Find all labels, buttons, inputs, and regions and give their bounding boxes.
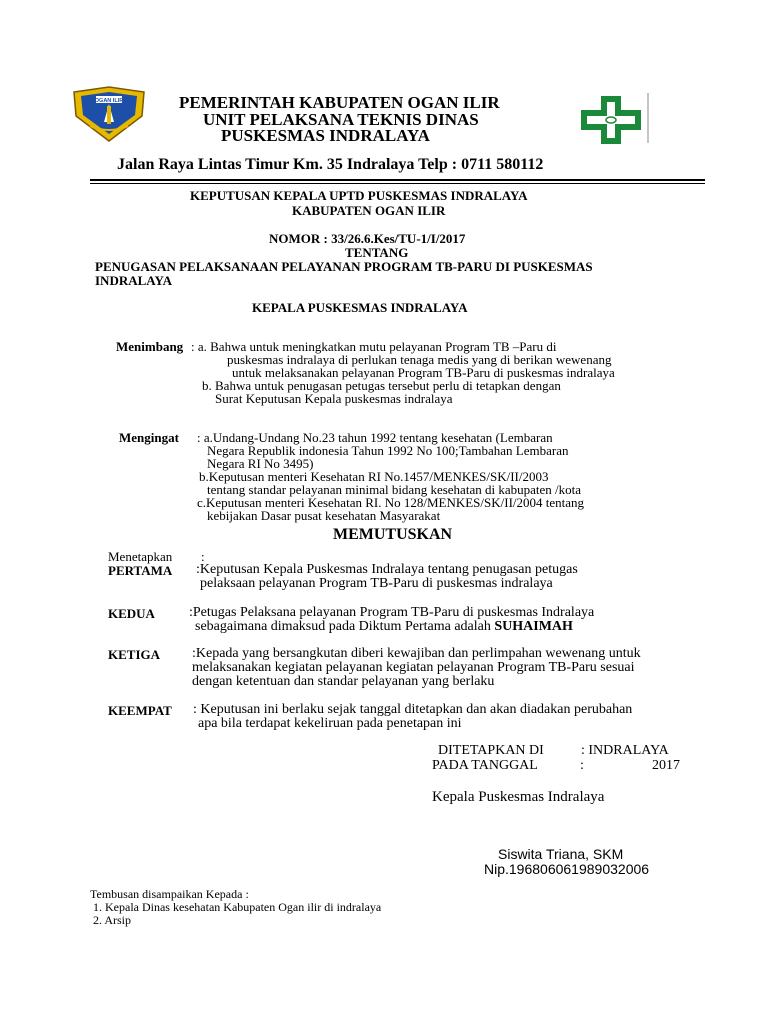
title-line-1: KEPUTUSAN KEPALA UPTD PUSKESMAS INDRALAYA: [190, 188, 528, 203]
menimbang-line: untuk melaksanakan pelayanan Program TB-Paru di puskesmas indralaya: [232, 365, 615, 380]
keempat-text: : Keputusan ini berlaku sejak tanggal ditetapkan dan akan diadakan perubahan: [193, 702, 633, 717]
assigned-officer-name: SUHAIMAH: [494, 619, 573, 634]
keempat-text: apa bila terdapat kekeliruan pada penetapan ini: [198, 716, 462, 731]
subject-line-1: PENUGASAN PELAKSANAAN PELAYANAN PROGRAM TB-PARU DI PUSKESMAS: [95, 259, 593, 274]
ketiga-text: dengan ketentuan dan standar pelayanan yang berlaku: [192, 674, 495, 689]
tanggal-label: PADA TANGGAL: [432, 758, 538, 773]
menimbang-line: : a. Bahwa untuk meningkatkan mutu pelayanan Program TB –Paru di: [191, 339, 557, 354]
kedua-text: [195, 619, 573, 635]
pertama-text: pelaksaan pelayanan Program TB-Paru di puskesmas indralaya: [200, 576, 553, 591]
menimbang-label: Menimbang: [116, 339, 184, 354]
memutuskan-heading: MEMUTUSKAN: [333, 526, 453, 543]
header-line-1: PEMERINTAH KABUPATEN OGAN ILIR: [179, 93, 500, 112]
ditetapkan-value: : INDRALAYA: [581, 743, 669, 758]
pertama-label: PERTAMA: [108, 563, 173, 578]
tanggal-colon: :: [580, 758, 584, 773]
signatory-nip: Nip.196806061989032006: [484, 861, 650, 877]
tembusan-item: 1. Kepala Dinas kesehatan Kabupaten Ogan ilir di indralaya: [93, 900, 382, 914]
menimbang-line: Surat Keputusan Kepala puskesmas indralaya: [215, 391, 453, 406]
decree-number: NOMOR : 33/26.6.Kes/TU-1/I/2017: [269, 231, 466, 246]
mengingat-line: kebijakan Dasar pusat kesehatan Masyarakat: [207, 508, 441, 523]
kedua-line-2: sebagaimana dimaksud pada Diktum Pertama adalah: [195, 619, 495, 634]
ketiga-label: KETIGA: [108, 647, 161, 662]
mengingat-line: Negara RI No 3495): [207, 456, 314, 471]
mengingat-label: Mengingat: [119, 430, 179, 445]
logo-text: OGAN ILIR: [94, 98, 124, 104]
kedua-text: :Petugas Pelaksana pelayanan Program TB-Paru di puskesmas Indralaya: [189, 605, 595, 620]
header-line-2: UNIT PELAKSANA TEKNIS DINAS: [203, 110, 479, 129]
tembusan-heading: Tembusan disampaikan Kepada :: [90, 887, 249, 901]
menetapkan-label: Menetapkan: [108, 549, 173, 564]
subject-line-2: INDRALAYA: [95, 273, 173, 288]
title-line-2: KABUPATEN OGAN ILIR: [292, 203, 446, 218]
ketiga-text: melaksanakan kegiatan pelayanan kegiatan pelayanan Program TB-Paru sesuai: [192, 660, 635, 675]
menimbang-line: b. Bahwa untuk penugasan petugas tersebut perlu di tetapkan dengan: [202, 378, 561, 393]
mengingat-line: c.Keputusan menteri Kesehatan RI. No 128/MENKES/SK/II/2004 tentang: [197, 495, 585, 510]
official-title: KEPALA PUSKESMAS INDRALAYA: [252, 300, 468, 315]
mengingat-line: b.Keputusan menteri Kesehatan RI No.1457/MENKES/SK/II/2003: [199, 469, 549, 484]
letterhead-rule-thick: [90, 179, 705, 181]
header-address: Jalan Raya Lintas Timur Km. 35 Indralaya Telp : 0711 580112: [117, 156, 544, 173]
tentang-label: TENTANG: [345, 245, 409, 260]
ditetapkan-label: DITETAPKAN DI: [438, 743, 544, 758]
mengingat-line: : a.Undang-Undang No.23 tahun 1992 tentang kesehatan (Lembaran: [197, 430, 553, 445]
menetapkan-colon: :: [201, 549, 205, 564]
pertama-text: :Keputusan Kepala Puskesmas Indralaya tentang penugasan petugas: [196, 562, 578, 577]
ketiga-text: :Kepada yang bersangkutan diberi kewajiban dan perlimpahan wewenang untuk: [192, 646, 641, 661]
tanggal-year: 2017: [652, 758, 680, 773]
puskesmas-logo: [576, 93, 654, 145]
kedua-label: KEDUA: [108, 606, 155, 621]
letterhead-rule-thin: [90, 183, 705, 184]
header-line-3: PUSKESMAS INDRALAYA: [221, 126, 430, 145]
mengingat-line: tentang standar pelayanan minimal bidang kesehatan di kabupaten /kota: [207, 482, 581, 497]
tembusan-item: 2. Arsip: [93, 913, 132, 927]
signatory-position: Kepala Puskesmas Indralaya: [432, 789, 605, 805]
signatory-name: Siswita Triana, SKM: [498, 846, 624, 862]
keempat-label: KEEMPAT: [108, 703, 172, 718]
mengingat-line: Negara Republik indonesia Tahun 1992 No 100;Tambahan Lembaran: [207, 443, 569, 458]
menimbang-line: puskesmas indralaya di perlukan tenaga medis yang di berikan wewenang: [227, 352, 612, 367]
regency-logo: [72, 86, 146, 142]
